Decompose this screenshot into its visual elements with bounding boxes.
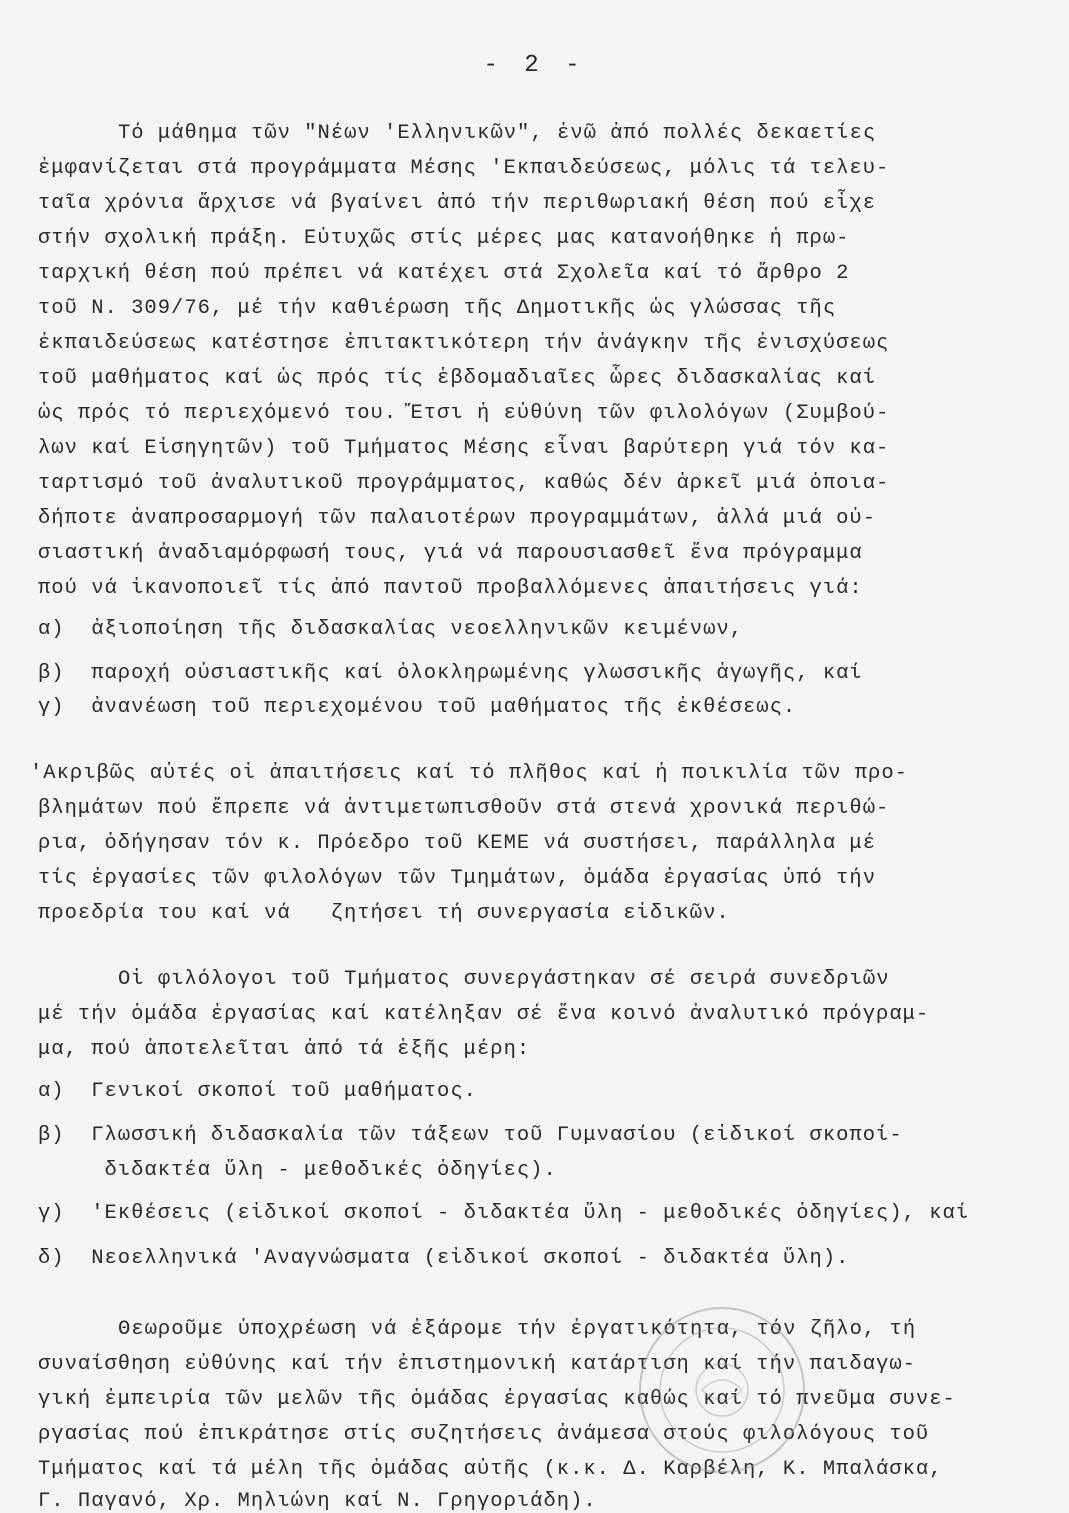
- list-item: δ) Νεοελληνικά 'Αναγνώσματα (εἰδικοί σκοποί - διδακτέα ὕλη).: [38, 1247, 850, 1270]
- text-line: προεδρία του καί νά ζητήσει τή συνεργασία εἰδικῶν.: [38, 902, 730, 925]
- text-line: τοῦ Ν. 309/76, μέ τήν καθιέρωση τῆς Δημοτικῆς ὡς γλώσσας τῆς: [38, 297, 837, 320]
- text-line: στήν σχολική πράξη. Εὐτυχῶς στίς μέρες μας κατανοήθηκε ἡ πρω-: [38, 227, 850, 250]
- text-line: ταρχική θέση πού πρέπει νά κατέχει στά Σχολεῖα καί τό ἄρθρο 2: [38, 262, 850, 285]
- text-line: συναίσθηση εὐθύνης καί τήν ἐπιστημονική κατάρτιση καί τήν παιδαγω-: [38, 1353, 916, 1376]
- list-item: διδακτέα ὕλη - μεθοδικές ὁδηγίες).: [38, 1159, 557, 1182]
- text-line: μα, πού ἀποτελεῖται ἀπό τά ἑξῆς μέρη:: [38, 1038, 531, 1061]
- list-item: α) ἀξιοποίηση τῆς διδασκαλίας νεοελληνικῶν κειμένων,: [38, 618, 744, 641]
- text-line: βλημάτων πού ἔπρεπε νά ἀντιμετωπισθοῦν στά στενά χρονικά περιθώ-: [38, 797, 890, 820]
- official-stamp: [632, 1300, 812, 1480]
- list-item: α) Γενικοί σκοποί τοῦ μαθήματος.: [38, 1080, 477, 1103]
- text-line: ργασίας πού ἐπικράτησε στίς συζητήσεις ἀνάμεσα στούς φιλολόγους τοῦ: [38, 1423, 930, 1446]
- text-line: ὡς πρός τό περιεχόμενό του. Ἔτσι ἡ εὐθύνη τῶν φιλολόγων (Συμβού-: [38, 402, 890, 425]
- text-line: Θεωροῦμε ὑποχρέωση νά ἐξάρομε τήν ἐργατικότητα, τόν ζῆλο, τή: [118, 1318, 917, 1341]
- text-line: 'Ακριβῶς αὐτές οἱ ἀπαιτήσεις καί τό πλῆθος καί ἡ ποικιλία τῶν προ-: [30, 762, 908, 785]
- text-line: πού νά ἱκανοποιεῖ τίς ἀπό παντοῦ προβαλλόμενες ἀπαιτήσεις γιά:: [38, 577, 863, 600]
- text-line: γική ἐμπειρία τῶν μελῶν τῆς ὁμάδας ἐργασίας καθώς καί τό πνεῦμα συνε-: [38, 1388, 956, 1411]
- page-number: - 2 -: [483, 52, 586, 79]
- text-line: ταῖα χρόνια ἄρχισε νά βγαίνει ἀπό τήν περιθωριακή θέση πού εἶχε: [38, 192, 877, 215]
- list-item: γ) ἀνανέωση τοῦ περιεχομένου τοῦ μαθήματος τῆς ἐκθέσεως.: [38, 696, 797, 719]
- text-line: ἐμφανίζεται στά προγράμματα Μέσης 'Εκπαιδεύσεως, μόλις τά τελευ-: [38, 157, 890, 180]
- text-line: Τμήματος καί τά μέλη τῆς ὁμάδας αὐτῆς (κ.κ. Δ. Καρβέλη, Κ. Μπαλάσκα,: [38, 1458, 943, 1481]
- text-line: μέ τήν ὁμάδα ἐργασίας καί κατέληξαν σέ ἕνα κοινό ἀναλυτικό πρόγραμ-: [38, 1003, 930, 1026]
- text-line: Τό μάθημα τῶν "Νέων 'Ελληνικῶν", ἐνῶ ἀπό πολλές δεκαετίες: [118, 122, 877, 145]
- text-line: δήποτε ἀναπροσαρμογή τῶν παλαιοτέρων προγραμμάτων, ἀλλά μιά οὐ-: [38, 507, 877, 530]
- list-item: β) Γλωσσική διδασκαλία τῶν τάξεων τοῦ Γυμνασίου (εἰδικοί σκοποί-: [38, 1124, 903, 1147]
- text-line: τίς ἐργασίες τῶν φιλολόγων τῶν Τμημάτων, ὁμάδα ἐργασίας ὑπό τήν: [38, 867, 877, 890]
- text-line: ἐκπαιδεύσεως κατέστησε ἐπιτακτικότερη τήν ἀνάγκην τῆς ἐνισχύσεως: [38, 332, 890, 355]
- text-line: Οἱ φιλόλογοι τοῦ Τμήματος συνεργάστηκαν σέ σειρά συνεδριῶν: [118, 968, 890, 991]
- text-line: λων καί Εἰσηγητῶν) τοῦ Τμήματος Μέσης εἶναι βαρύτερη γιά τόν κα-: [38, 437, 890, 460]
- text-line: τοῦ μαθήματος καί ὡς πρός τίς ἑβδομαδιαῖες ὧρες διδασκαλίας καί: [38, 367, 877, 390]
- list-item: β) παροχή οὐσιαστικῆς καί ὁλοκληρωμένης γλωσσικῆς ἀγωγῆς, καί: [38, 662, 863, 685]
- text-line: ρια, ὁδήγησαν τόν κ. Πρόεδρο τοῦ ΚΕΜΕ νά συστήσει, παράλληλα μέ: [38, 832, 877, 855]
- text-line: Γ. Παγανό, Χρ. Μηλιώνη καί Ν. Γρηγοριάδη).: [38, 1490, 597, 1513]
- text-line: ταρτισμό τοῦ ἀναλυτικοῦ προγράμματος, καθώς δέν ἀρκεῖ μιά ὁποια-: [38, 472, 890, 495]
- text-line: σιαστική ἀναδιαμόρφωσή τους, γιά νά παρουσιασθεῖ ἕνα πρόγραμμα: [38, 542, 863, 565]
- list-item: γ) 'Εκθέσεις (εἰδικοί σκοποί - διδακτέα ὕλη - μεθοδικές ὁδηγίες), καί: [38, 1202, 970, 1225]
